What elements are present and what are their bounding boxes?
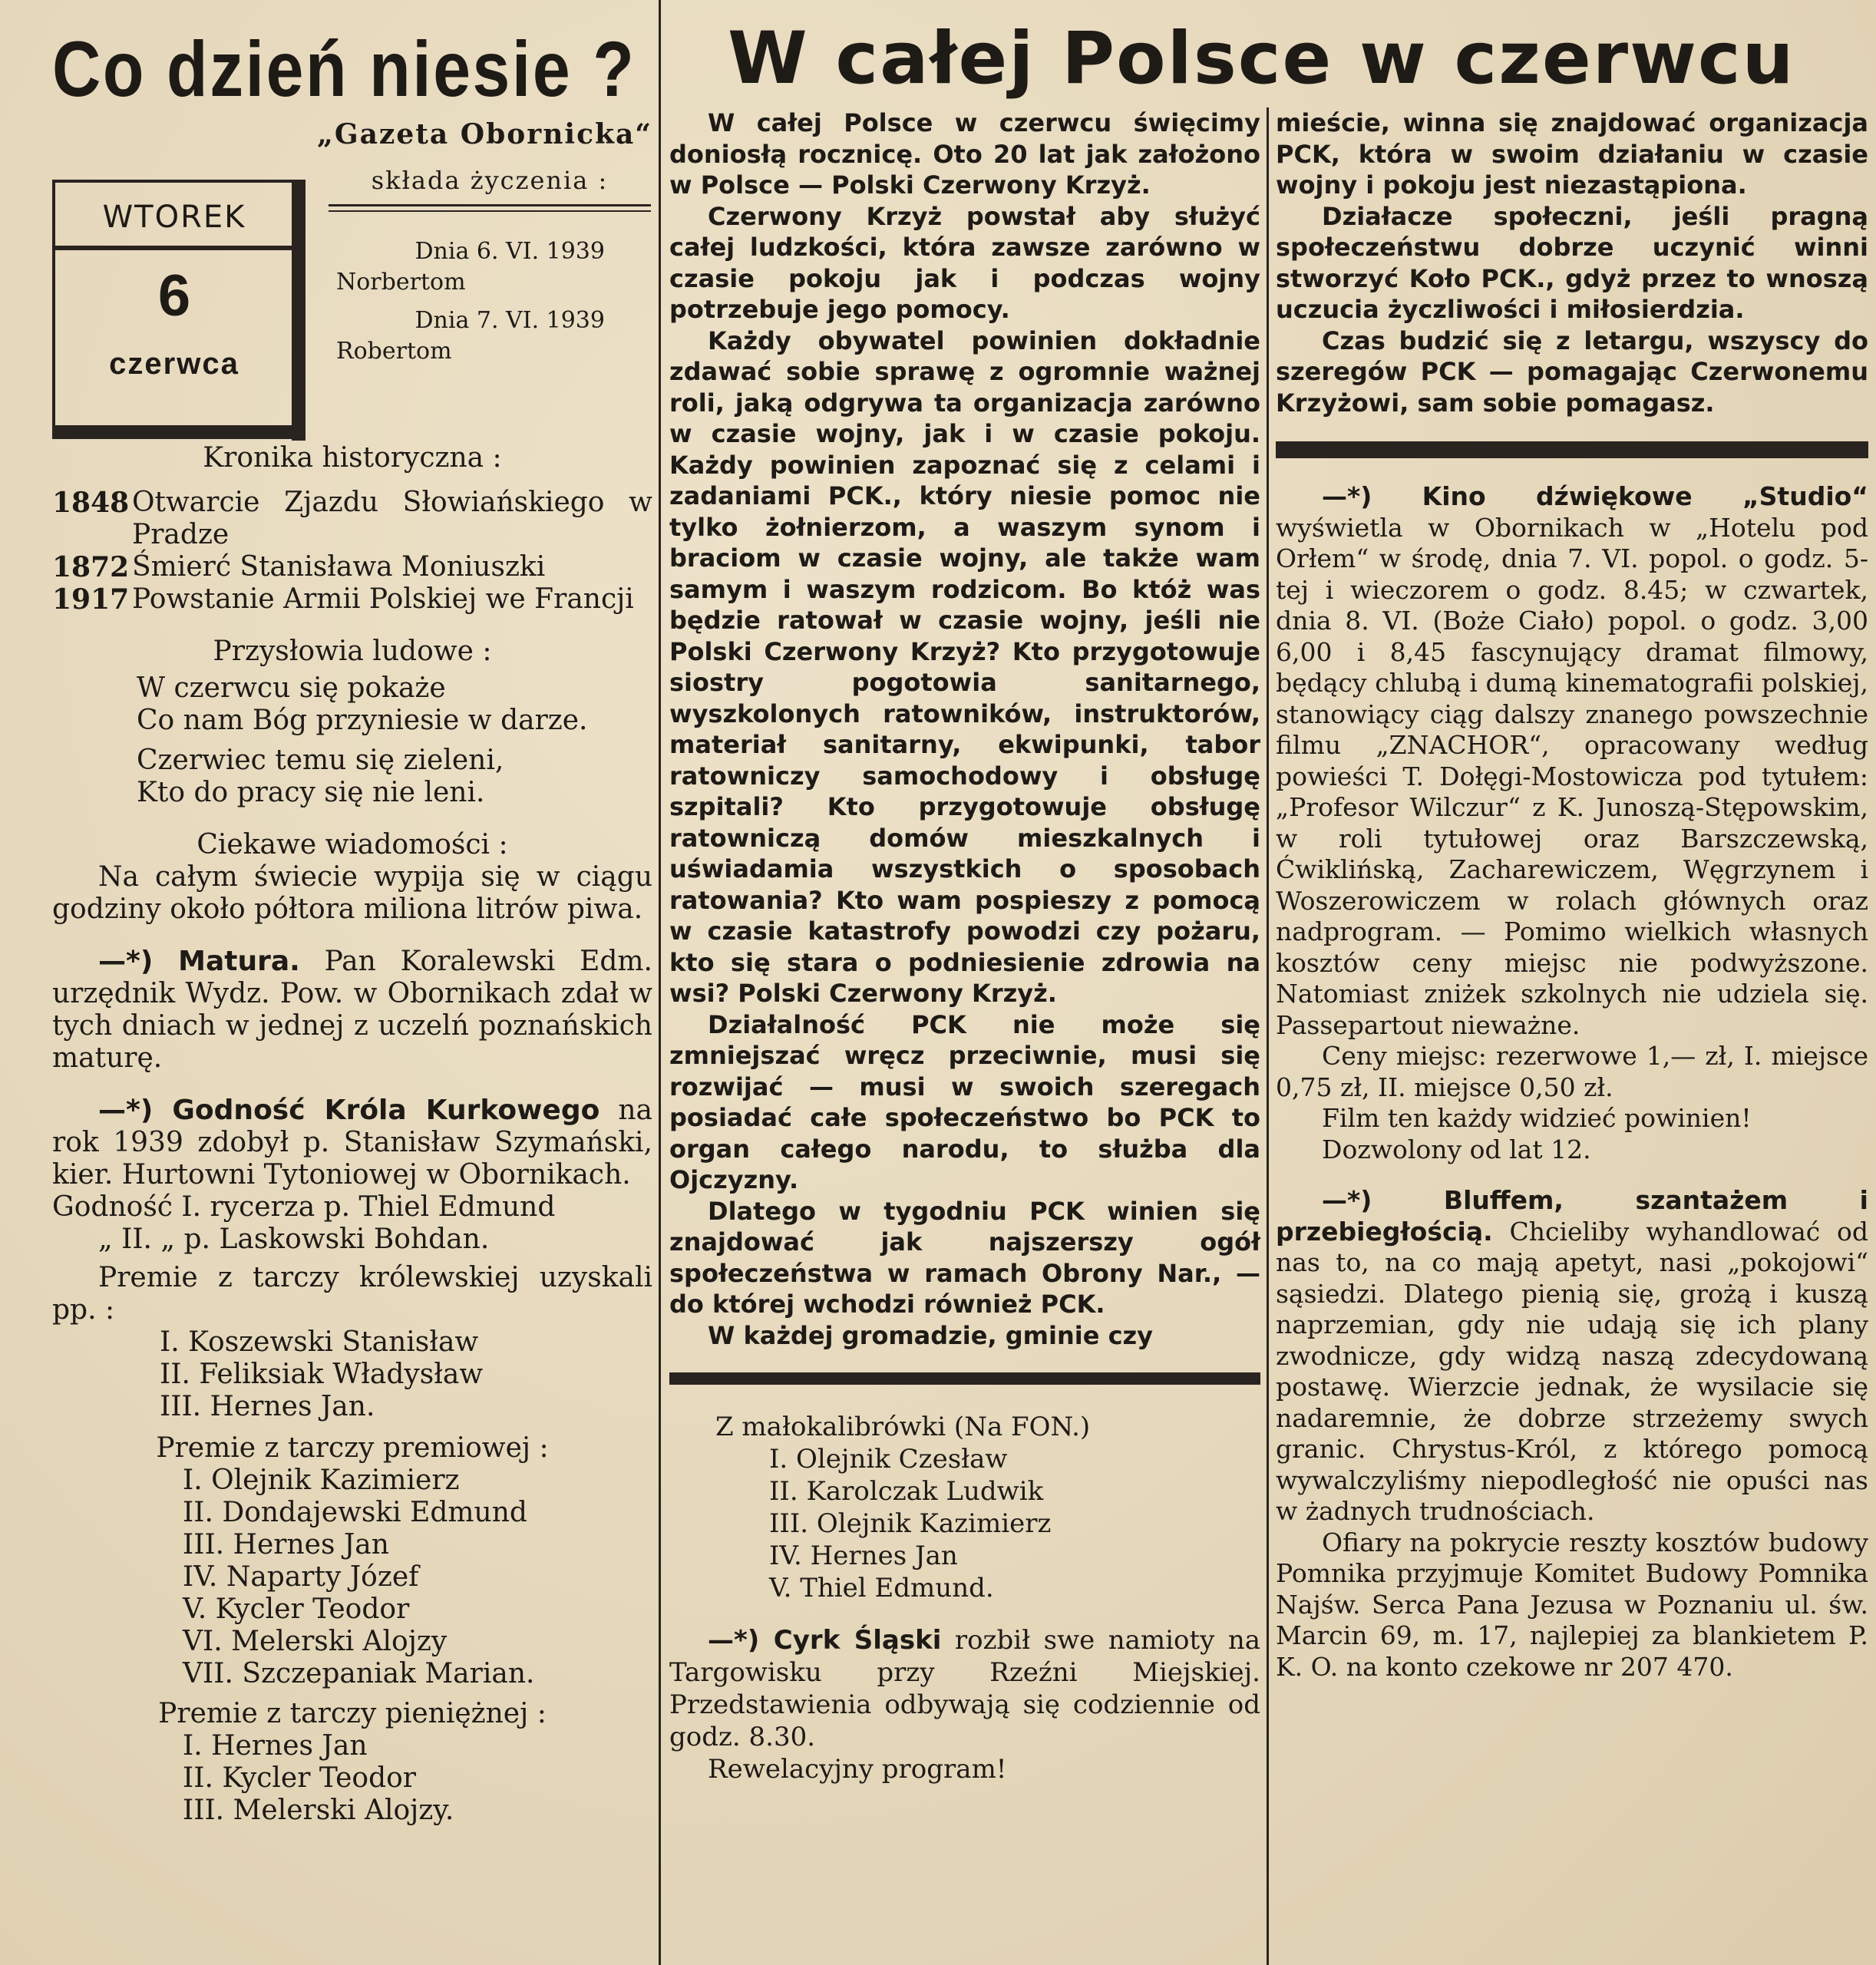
kronika-list (52, 487, 652, 616)
przyslowia-list: W czerwcu się pokaże Co nam Bóg przyniesie w darze. Czerwiec temu się zieleni, Kto do pracy się nie leni. (137, 672, 588, 808)
column-1-text (52, 442, 652, 1827)
calendar-block (52, 166, 652, 442)
matura-article: —*) Matura. Pan Koralewski Edm. urzędnik Wydz. Pow. w Obornikach zdał w tych dniach w jednej z uczelń poznańskich maturę. (52, 946, 652, 1074)
premie-prem-list: I. Olejnik Kazimierz II. Dondajewski Edmund III. Hernes Jan IV. Naparty Józef V. Kycler Teodor VI. Melerski Alojzy VII. Szczepaniak Marian. (183, 1465, 535, 1689)
cyrk-program: Rewelacyjny program! (708, 1754, 1007, 1785)
kronika-title: Kronika historyczna : (203, 442, 502, 474)
column-3 (1276, 107, 1868, 1683)
main-headline: W całej Polsce w czerwcu (728, 17, 1795, 101)
przyslowia-title: Przysłowia ludowe : (213, 636, 492, 667)
pck-continuation: mieście, winna się znajdować organizacja PCK, która w swoim działaniu w czasie wojny i pokoju jest niezastąpiona. Działacze społeczni, jeśli pragną społeczeństwu dobrze uczynić winni stworzyć Koło PCK., gdyż przez to wnoszą uczucia życzliwości i miłosierdzia. Czas budzić się z letargu, wszyscy do szeregów PCK — pomagając Czerwonemu Krzyżowi, sam sobie pomagasz. (1276, 108, 1868, 418)
ciekawe-text: Na całym świecie wypija się w ciągu godziny około półtora miliona litrów piwa. (52, 861, 652, 925)
column-3-text (1276, 107, 1868, 1683)
calendar-day: 6 (157, 263, 191, 329)
column-divider (659, 0, 661, 1965)
section-rule (1276, 441, 1868, 458)
name-day-entry: Dnia 6. VI. 1939 Norbertom (336, 238, 605, 296)
kino-ceny: Ceny miejsc: rezerwowe 1,— zł, I. miejsce 0,75 zł, II. miejsce 0,50 zł. (1276, 1041, 1868, 1102)
gazeta-name: „Gazeta Obornicka“ (317, 118, 652, 150)
calendar-weekday: WTOREK (102, 200, 246, 235)
kino-article: —*) Kino dźwiękowe „Studio“ wyświetla w Obornikach w „Hotelu pod Orłem“ w środę, dnia 7. VI. popol. o godz. 5-tej i wieczorem o godz. 8.45; w czwartek, dnia 8. VI. (Boże Ciało) popol. o godz. 3,00 6,00 i 8,45 fascynujący dramat filmowy, będący chlubą i dumą kinematografii polskiej, stanowiący ciąg dalszy znanego powszechnie filmu „ZNACHOR“, opracowany według powieści T. Dołęgi-Mostowicza pod tytułem: „Profesor Wilczur“ z K. Junoszą-Stępowskim, w roli tytułowej oraz Barszczewską, Ćwiklińską, Zacharewiczem, Węgrzynem i Woszerowiczem w rolach głównych oraz nadprogram. — Pomimo wielkich własnych kosztów ceny miejsc nie podwyższone. Natomiast zniżek szkolnych nie udziela się. Passepartout nieważne. (1276, 481, 1868, 1040)
premie-prem-title: Premie z tarczy premiowej : (156, 1432, 549, 1464)
premie-krol-title: Premie z tarczy królewskiej uzyskali pp. : (52, 1262, 652, 1326)
rycerz-2: „ II. „ p. Laskowski Bohdan. (98, 1224, 490, 1255)
calendar-month: czerwca (109, 347, 239, 381)
column-1 (52, 0, 652, 1827)
kino-dozwolony: Dozwolony od lat 12. (1322, 1134, 1591, 1164)
calendar-box (52, 180, 293, 428)
sklada-text: składa życzenia : (371, 166, 609, 195)
pck-article: W całej Polsce w czerwcu święcimy doniosłą rocznicę. Oto 20 lat jak założono w Polsce — Polski Czerwony Krzyż. Czerwony Krzyż powstał aby służyć całej ludzkości, która zawsze zarówno w czasie pokoju jak i podczas wojny potrzebuje jego pomocy. Każdy obywatel powinien dokładnie zdawać sobie sprawę z ogromnie ważnej roli, jaką odgrywa ta organizacja zarówno w czasie wojny, jak i w czasie pokoju. Każdy powinien zapoznać się z celami i zadaniami PCK., który niesie pomoc nie tylko żołnierzom, a waszym synom i braciom w czasie wojny, ale także wam samym i waszym rodzicom. Bo któż was będzie ratował w czasie wojny, jeśli nie Polski Czerwony Krzyż? Kto przygotowuje siostry pogotowia sanitarnego, wyszkolonych ratowników, instruktorów, materiał sanitarny, ekwipunki, tabor ratowniczy samochodowy i obsługę szpitali? Kto przygotowuje obsługę ratowniczą domów mieszkalnych i uświadamia wszystkich o sposobach ratowania? Kto wam pospieszy z pomocą w czasie katastrofy powodzi czy pożaru, kto się stara o podniesienie zdrowia na wsi? Polski Czerwony Krzyż. Działalność PCK nie może się zmniejszać wręcz przeciwnie, musi się rozwijać — musi w swoich szeregach posiadać całe społeczeństwo bo PCK to organ całego narodu, to służba dla Ojczyzny. Dlatego w tygodniu PCK winien się znajdować jak najszerszy ogół społeczeństwa w ramach Obrony Nar., — do której wchodzi również PCK. W każdej gromadzie, gminie czy (669, 108, 1260, 1350)
column-divider (1267, 107, 1269, 1965)
kronika-item: 1848 Otwarcie Zjazdu Słowiańskiego w Pradze (52, 487, 652, 550)
premie-pien-title: Premie z tarczy pieniężnej : (158, 1698, 547, 1729)
column-headline: Co dzień niesie ? (52, 25, 636, 113)
ciekawe-title: Ciekawe wiadomości : (197, 829, 508, 860)
cyrk-article: —*) Cyrk Śląski rozbił swe namioty na Targowisku przy Rzeźni Miejskiej. Przedstawienia odbywają się codziennie od godz. 8.30. (669, 1625, 1261, 1752)
kronika-item: 1917 Powstanie Armii Polskiej we Francji (52, 583, 634, 616)
kino-film-note: Film ten każdy widzieć powinien! (1322, 1103, 1752, 1133)
fon-results: Z małokalibrówki (Na FON.) I. Olejnik Czesław II. Karolczak Ludwik III. Olejnik Kazimierz IV. Hernes Jan V. Thiel Edmund. —*) Cyrk Śląski rozbił swe namioty na Targowisku przy Rzeźni Miejskiej. Przedstawienia odbywają się codziennie od godz. 8.30. Rewelacyjny program! (669, 1412, 1261, 1785)
ofiary-article: Ofiary na pokrycie reszty kosztów budowy Pomnika przyjmuje Komitet Budowy Pomnika Najśw. Serca Pana Jezusa w Poznaniu ul. św. Marcin 69, m. 17, najlepiej za blankietem P. K. O. na konto czekowe nr 207 470. (1276, 1527, 1868, 1682)
rycerz-1: Godność I. rycerza p. Thiel Edmund (52, 1191, 556, 1223)
fon-title: Z małokalibrówki (Na FON.) (715, 1412, 1091, 1442)
premie-krol-list: I. Koszewski Stanisław II. Feliksiak Władysław III. Hernes Jan. (160, 1326, 484, 1422)
column-2 (669, 107, 1260, 1785)
godnosc-article: —*) Godność Króla Kurkowego na rok 1939 zdobył p. Stanisław Szymański, kier. Hurtowni Tytoniowej w Obornikach. (52, 1095, 652, 1191)
bluff-article: —*) Bluffem, szantażem i przebiegłością. Chcieliby wyhandlować od nas to, na co mają apetyt, nasi „pokojowi“ sąsiedzi. Dlatego pienią się, grożą i kuszą naprzemian, gdy nie udają się ich plany zwodnicze, gdy widzą naszą zdecydowaną postawę. Wierzcie jednak, że wysilacie się nadaremnie, że dobrze strzeżemy swych granic. Chrystus-Król, z którego pomocą wywalczyliśmy niepodległość nie opuści nas w żadnych trudnościach. (1276, 1185, 1868, 1526)
name-days (329, 166, 651, 367)
premie-pien-list: I. Hernes Jan II. Kycler Teodor III. Melerski Alojzy. (183, 1730, 454, 1826)
kronika-item: 1872 Śmierć Stanisława Moniuszki (52, 551, 546, 583)
section-rule (669, 1372, 1260, 1385)
name-day-entry: Dnia 7. VI. 1939 Robertom (336, 307, 605, 365)
